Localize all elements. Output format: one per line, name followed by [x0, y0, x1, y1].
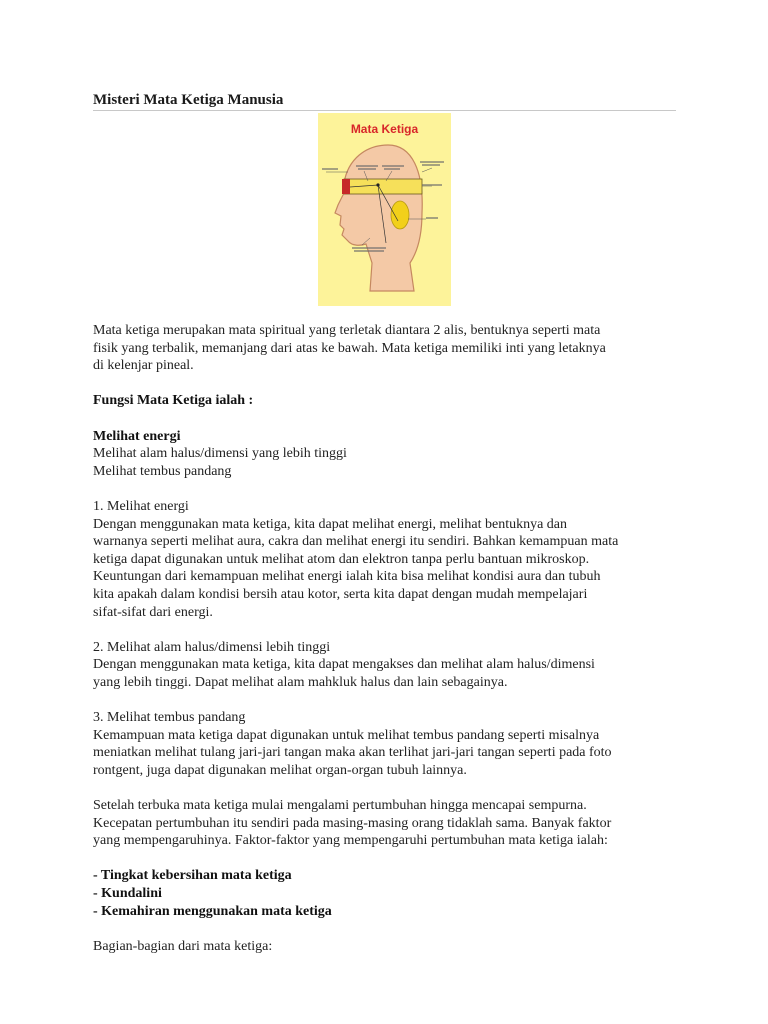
intro-line: di kelenjar pineal. — [93, 358, 194, 374]
growth-line: yang mempengaruhinya. Faktor-faktor yang mempengaruhi pertumbuhan mata ketiga ialah: — [93, 833, 608, 849]
section-3-line: rontgent, juga dapat digunakan melihat organ-organ tubuh lainnya. — [93, 762, 467, 778]
section-2-line: yang lebih tinggi. Dapat melihat alam mahkluk halus dan lain sebagainya. — [93, 674, 508, 690]
section-1-line: Dengan menggunakan mata ketiga, kita dapat melihat energi, melihat bentuknya dan — [93, 516, 568, 532]
article-body — [93, 322, 693, 955]
factor-item: - Kemahiran menggunakan mata ketiga — [93, 903, 332, 919]
fungsi-item: Melihat tembus pandang — [93, 463, 232, 479]
illustration-title: Mata Ketiga — [350, 122, 419, 136]
title-divider — [93, 110, 676, 111]
third-eye-marker — [342, 179, 350, 194]
section-1-line: warnanya seperti melihat aura, cakra dan melihat energi itu sendiri. Bahkan kemampuan mata — [93, 534, 619, 550]
section-3-line: meniatkan melihat tulang jari-jari tangan maka akan terlihat jari-jari tangan seperti pada foto — [93, 745, 612, 761]
section-1-line: Keuntungan dari kemampuan melihat energi ialah kita bisa melihat kondisi aura dan tubuh — [93, 569, 601, 585]
fungsi-item: Melihat alam halus/dimensi yang lebih tinggi — [93, 446, 347, 462]
document-title: Misteri Mata Ketiga Manusia — [93, 92, 284, 108]
intro-line: Mata ketiga merupakan mata spiritual yang terletak diantara 2 alis, bentuknya seperti mata — [93, 323, 601, 338]
section-3-heading: 3. Melihat tembus pandang — [93, 710, 246, 726]
parts-intro: Bagian-bagian dari mata ketiga: — [93, 938, 273, 954]
section-2-heading: 2. Melihat alam halus/dimensi lebih tinggi — [93, 639, 331, 655]
ear-shape — [391, 201, 409, 229]
section-2-line: Dengan menggunakan mata ketiga, kita dapat mengakses dan melihat alam halus/dimensi — [93, 657, 595, 673]
growth-line: Setelah terbuka mata ketiga mulai mengalami pertumbuhan hingga mencapai sempurna. — [93, 798, 587, 814]
section-1-heading: 1. Melihat energi — [93, 498, 189, 514]
section-1-line: sifat-sifat dari energi. — [93, 604, 213, 620]
intro-line: fisik yang terbalik, memanjang dari atas ke bawah. Mata ketiga memiliki inti yang letaknya — [93, 340, 606, 356]
section-3-line: Kemampuan mata ketiga dapat digunakan untuk melihat tembus pandang seperti misalnya — [93, 727, 600, 743]
factor-item: - Tingkat kebersihan mata ketiga — [93, 868, 292, 884]
fungsi-heading: Fungsi Mata Ketiga ialah : — [93, 393, 254, 409]
factor-item: - Kundalini — [93, 886, 162, 901]
third-eye-illustration — [318, 113, 451, 306]
section-1-line: kita apakah dalam kondisi bersih atau kotor, serta kita dapat dengan mudah mempelajari — [93, 586, 588, 602]
head-diagram — [318, 113, 451, 306]
fungsi-bold-item: Melihat energi — [93, 428, 181, 444]
section-1-line: ketiga dapat digunakan untuk melihat atom dan elektron tanpa perlu bantuan mikroskop. — [93, 551, 590, 567]
growth-line: Kecepatan pertumbuhan itu sendiri pada masing-masing orang tidaklah sama. Banyak faktor — [93, 815, 612, 831]
